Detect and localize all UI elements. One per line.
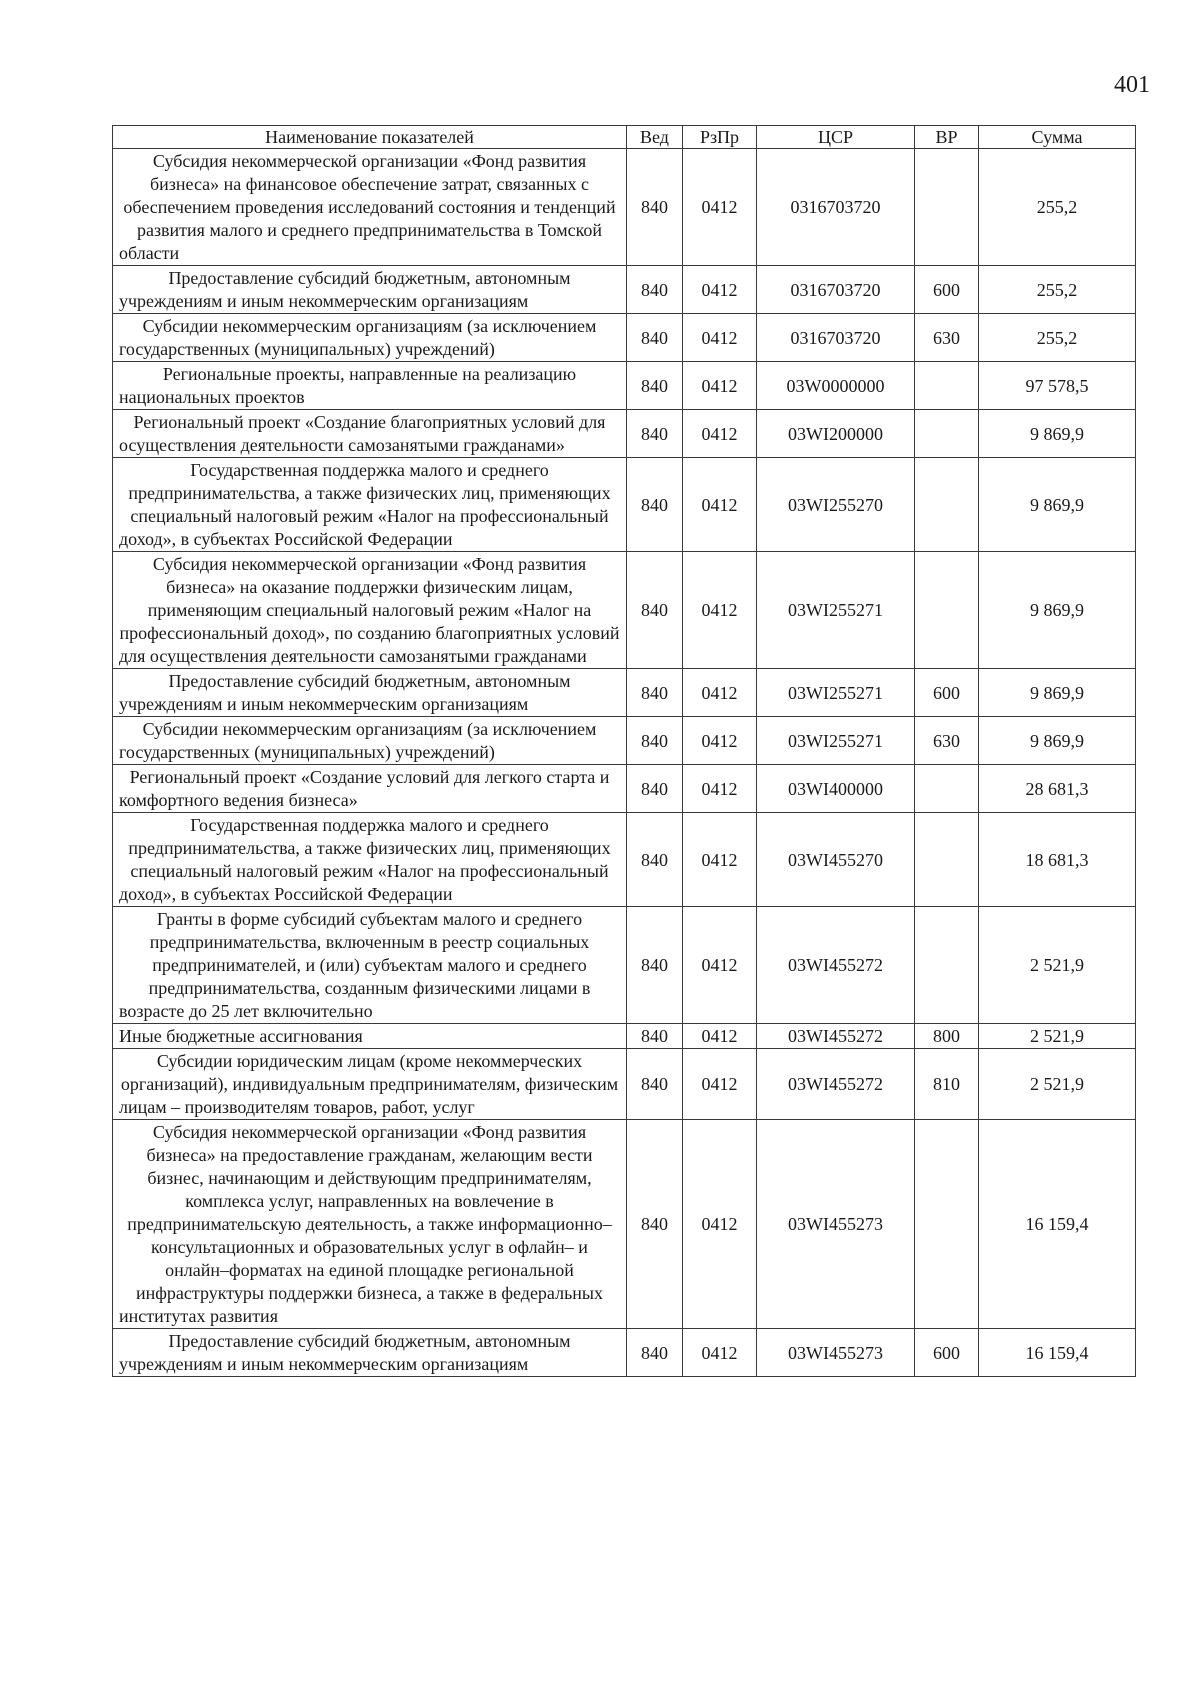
cell-ved: 840 [627,717,683,765]
cell-csr: 03WI455272 [757,1024,915,1049]
cell-sum: 255,2 [979,266,1136,314]
cell-rzpr: 0412 [683,907,757,1024]
cell-ved: 840 [627,314,683,362]
cell-sum: 9 869,9 [979,458,1136,552]
table-row [113,1024,1136,1049]
cell-sum: 18 681,3 [979,813,1136,907]
cell-ved: 840 [627,410,683,458]
cell-rzpr: 0412 [683,149,757,266]
cell-rzpr: 0412 [683,717,757,765]
cell-vr [915,458,979,552]
cell-sum: 97 578,5 [979,362,1136,410]
table-row [113,717,1136,765]
cell-ved: 840 [627,765,683,813]
cell-vr [915,765,979,813]
cell-name: Субсидии некоммерческим организациям (за исключением государственных (муниципальных) учреждений) [113,717,627,765]
cell-ved: 840 [627,552,683,669]
table-row [113,1120,1136,1329]
cell-name: Субсидии юридическим лицам (кроме некоммерческих организаций), индивидуальным предпринимателям, физическим лицам – производителям товаров, работ, услуг [113,1049,627,1120]
cell-rzpr: 0412 [683,1120,757,1329]
table-row [113,362,1136,410]
cell-csr: 03WI400000 [757,765,915,813]
cell-name: Гранты в форме субсидий субъектам малого и среднего предпринимательства, включенным в реестр социальных предпринимателей, и (или) субъектам малого и среднего предпринимательства, созданным физическими лицами в возрасте до 25 лет включительно [113,907,627,1024]
cell-rzpr: 0412 [683,1024,757,1049]
cell-ved: 840 [627,907,683,1024]
cell-vr: 800 [915,1024,979,1049]
cell-sum: 255,2 [979,314,1136,362]
cell-ved: 840 [627,1120,683,1329]
cell-rzpr: 0412 [683,552,757,669]
table-row [113,552,1136,669]
cell-ved: 840 [627,266,683,314]
cell-csr: 0316703720 [757,314,915,362]
cell-sum: 16 159,4 [979,1329,1136,1377]
cell-csr: 03WI255271 [757,552,915,669]
cell-rzpr: 0412 [683,1049,757,1120]
cell-csr: 03WI255271 [757,717,915,765]
header-sum: Сумма [979,126,1136,149]
cell-name: Государственная поддержка малого и среднего предпринимательства, а также физических лиц, применяющих специальный налоговый режим «Налог на профессиональный доход», в субъектах Российской Федерации [113,813,627,907]
table-row [113,410,1136,458]
cell-sum: 16 159,4 [979,1120,1136,1329]
cell-rzpr: 0412 [683,765,757,813]
cell-csr: 03WI455272 [757,907,915,1024]
cell-csr: 03WI455272 [757,1049,915,1120]
cell-ved: 840 [627,1049,683,1120]
cell-ved: 840 [627,669,683,717]
cell-sum: 2 521,9 [979,1049,1136,1120]
cell-name: Субсидия некоммерческой организации «Фонд развития бизнеса» на оказание поддержки физическим лицам, применяющим специальный налоговый режим «Налог на профессиональный доход», по созданию благоприятных условий для осуществления деятельности самозанятыми гражданами [113,552,627,669]
cell-vr: 810 [915,1049,979,1120]
cell-csr: 03WI455270 [757,813,915,907]
cell-rzpr: 0412 [683,362,757,410]
table-row [113,1049,1136,1120]
cell-name: Субсидия некоммерческой организации «Фонд развития бизнеса» на предоставление гражданам, желающим вести бизнес, начинающим и действующим предпринимателям, комплекса услуг, направленных на вовлечение в предпринимательскую деятельность, а также информационно–консультационных и образовательных услуг в офлайн– и онлайн–форматах на единой площадке региональной инфраструктуры поддержки бизнеса, а также в федеральных институтах развития [113,1120,627,1329]
cell-sum: 9 869,9 [979,717,1136,765]
cell-csr: 03WI455273 [757,1329,915,1377]
cell-ved: 840 [627,1329,683,1377]
table-row [113,813,1136,907]
cell-ved: 840 [627,149,683,266]
cell-name: Субсидия некоммерческой организации «Фонд развития бизнеса» на финансовое обеспечение затрат, связанных с обеспечением проведения исследований состояния и тенденций развития малого и среднего предпринимательства в Томской области [113,149,627,266]
table-row [113,266,1136,314]
cell-name: Региональные проекты, направленные на реализацию национальных проектов [113,362,627,410]
table-header-row [113,126,1136,149]
table-row [113,907,1136,1024]
cell-rzpr: 0412 [683,314,757,362]
cell-vr: 600 [915,669,979,717]
cell-rzpr: 0412 [683,266,757,314]
cell-ved: 840 [627,458,683,552]
cell-vr [915,907,979,1024]
cell-name: Иные бюджетные ассигнования [113,1024,627,1049]
cell-name: Предоставление субсидий бюджетным, автономным учреждениям и иным некоммерческим организациям [113,266,627,314]
cell-vr: 630 [915,717,979,765]
cell-vr [915,813,979,907]
cell-ved: 840 [627,1024,683,1049]
header-rzpr: РзПр [683,126,757,149]
budget-table [112,125,1136,1377]
cell-csr: 03WI200000 [757,410,915,458]
cell-csr: 0316703720 [757,266,915,314]
cell-sum: 2 521,9 [979,1024,1136,1049]
cell-sum: 9 869,9 [979,669,1136,717]
cell-vr [915,362,979,410]
table-row [113,765,1136,813]
cell-rzpr: 0412 [683,410,757,458]
cell-vr [915,149,979,266]
table-row [113,669,1136,717]
cell-rzpr: 0412 [683,458,757,552]
cell-rzpr: 0412 [683,1329,757,1377]
cell-sum: 28 681,3 [979,765,1136,813]
cell-vr [915,1120,979,1329]
page-number: 401 [1114,72,1150,98]
table-row [113,149,1136,266]
cell-name: Предоставление субсидий бюджетным, автономным учреждениям и иным некоммерческим организациям [113,669,627,717]
cell-csr: 03WI255270 [757,458,915,552]
cell-sum: 9 869,9 [979,552,1136,669]
cell-ved: 840 [627,813,683,907]
header-csr: ЦСР [757,126,915,149]
cell-sum: 9 869,9 [979,410,1136,458]
cell-vr [915,552,979,669]
cell-sum: 255,2 [979,149,1136,266]
cell-rzpr: 0412 [683,669,757,717]
cell-name: Региональный проект «Создание условий для легкого старта и комфортного ведения бизнеса» [113,765,627,813]
cell-csr: 03W0000000 [757,362,915,410]
cell-ved: 840 [627,362,683,410]
header-ved: Вед [627,126,683,149]
table-row [113,1329,1136,1377]
table-row [113,458,1136,552]
cell-sum: 2 521,9 [979,907,1136,1024]
cell-csr: 03WI455273 [757,1120,915,1329]
cell-vr: 630 [915,314,979,362]
cell-vr [915,410,979,458]
cell-name: Предоставление субсидий бюджетным, автономным учреждениям и иным некоммерческим организациям [113,1329,627,1377]
cell-name: Субсидии некоммерческим организациям (за исключением государственных (муниципальных) учреждений) [113,314,627,362]
cell-vr: 600 [915,266,979,314]
header-name: Наименование показателей [113,126,627,149]
cell-name: Региональный проект «Создание благоприятных условий для осуществления деятельности самозанятыми гражданами» [113,410,627,458]
table-row [113,314,1136,362]
cell-csr: 03WI255271 [757,669,915,717]
cell-vr: 600 [915,1329,979,1377]
header-vr: ВР [915,126,979,149]
cell-csr: 0316703720 [757,149,915,266]
cell-name: Государственная поддержка малого и среднего предпринимательства, а также физических лиц, применяющих специальный налоговый режим «Налог на профессиональный доход», в субъектах Российской Федерации [113,458,627,552]
cell-rzpr: 0412 [683,813,757,907]
